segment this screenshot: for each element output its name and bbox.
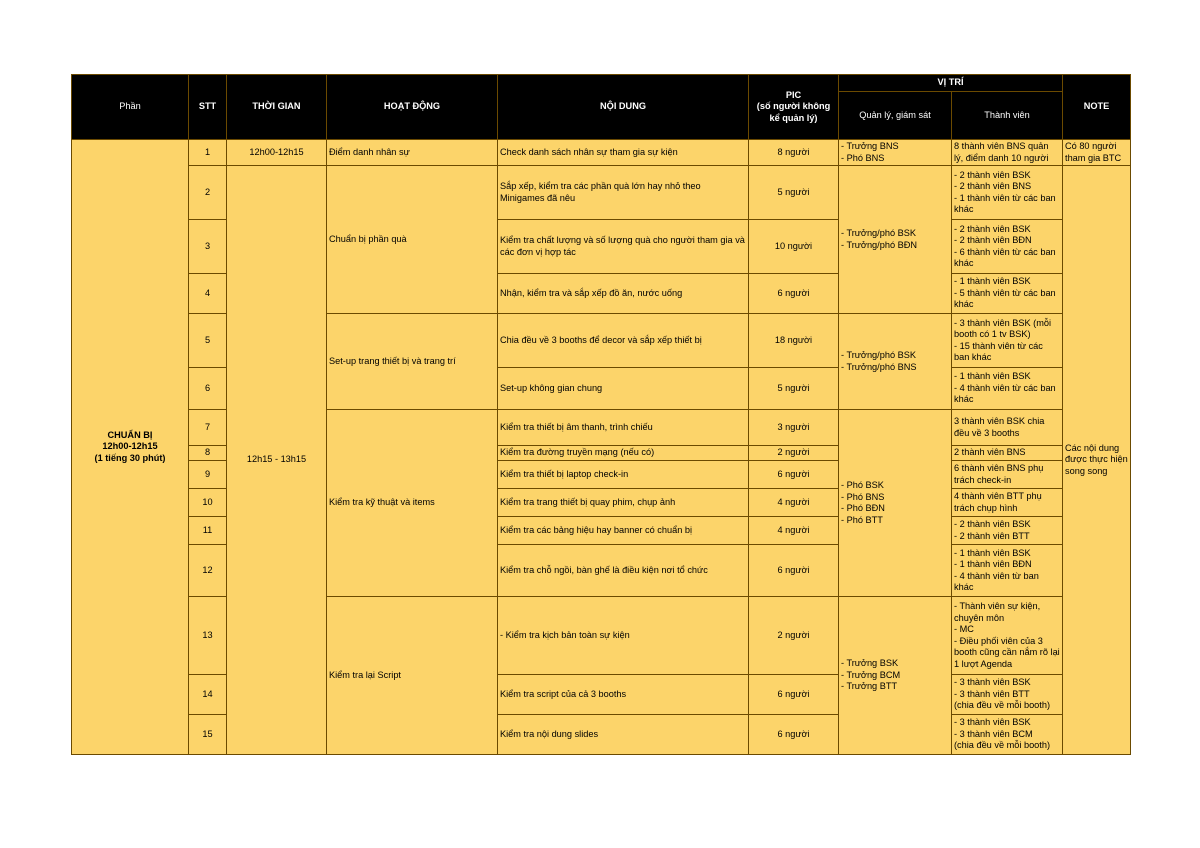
content-cell: Kiểm tra nội dung slides <box>498 715 749 755</box>
pic-cell: 6 người <box>749 461 839 489</box>
member-cell: 4 thành viên BTT phụ trách chụp hình <box>952 489 1063 517</box>
pic-cell: 4 người <box>749 517 839 545</box>
member-cell: - 2 thành viên BSK - 2 thành viên BĐN - 6 thành viên từ các ban khác <box>952 220 1063 274</box>
header-manager: Quản lý, giám sát <box>839 91 952 139</box>
pic-cell: 2 người <box>749 446 839 461</box>
member-cell: - 3 thành viên BSK (mỗi booth có 1 tv BSK) - 15 thành viên từ các ban khác <box>952 314 1063 368</box>
header-activity: HOẠT ĐỘNG <box>327 75 498 140</box>
activity-cell: Kiểm tra kỹ thuật và items <box>327 410 498 597</box>
pic-cell: 6 người <box>749 715 839 755</box>
stt-cell: 1 <box>189 140 227 166</box>
manager-cell: - Trưởng/phó BSK - Trưởng/phó BĐN <box>839 166 952 314</box>
member-cell: - 3 thành viên BSK - 3 thành viên BTT (chia đều về mỗi booth) <box>952 675 1063 715</box>
content-cell: Chia đều về 3 booths để decor và sắp xếp thiết bị <box>498 314 749 368</box>
member-cell: - 3 thành viên BSK - 3 thành viên BCM (chia đều về mỗi booth) <box>952 715 1063 755</box>
activity-cell: Kiểm tra lại Script <box>327 597 498 755</box>
stt-cell: 8 <box>189 446 227 461</box>
manager-cell: - Phó BSK - Phó BNS - Phó BĐN - Phó BTT <box>839 410 952 597</box>
header-content: NỘI DUNG <box>498 75 749 140</box>
member-cell: 3 thành viên BSK chia đều về 3 booths <box>952 410 1063 446</box>
pic-cell: 4 người <box>749 489 839 517</box>
time-cell: 12h15 - 13h15 <box>227 166 327 755</box>
pic-cell: 2 người <box>749 597 839 675</box>
stt-cell: 5 <box>189 314 227 368</box>
content-cell: Kiểm tra trang thiết bị quay phim, chụp ảnh <box>498 489 749 517</box>
stt-cell: 4 <box>189 274 227 314</box>
activity-cell: Điểm danh nhân sự <box>327 140 498 166</box>
stt-cell: 12 <box>189 545 227 597</box>
stt-cell: 14 <box>189 675 227 715</box>
member-cell: - 1 thành viên BSK - 5 thành viên từ các ban khác <box>952 274 1063 314</box>
stt-cell: 9 <box>189 461 227 489</box>
stt-cell: 15 <box>189 715 227 755</box>
content-cell: Kiểm tra script của cả 3 booths <box>498 675 749 715</box>
content-cell: Kiểm tra đường truyền mạng (nếu có) <box>498 446 749 461</box>
stt-cell: 10 <box>189 489 227 517</box>
pic-cell: 18 người <box>749 314 839 368</box>
stt-cell: 13 <box>189 597 227 675</box>
pic-cell: 3 người <box>749 410 839 446</box>
content-cell: Kiểm tra thiết bị âm thanh, trình chiếu <box>498 410 749 446</box>
time-cell: 12h00-12h15 <box>227 140 327 166</box>
pic-cell: 10 người <box>749 220 839 274</box>
stt-cell: 2 <box>189 166 227 220</box>
pic-cell: 6 người <box>749 545 839 597</box>
stt-cell: 3 <box>189 220 227 274</box>
header-member: Thành viên <box>952 91 1063 139</box>
header-position: VỊ TRÍ <box>839 75 1063 92</box>
section-title: CHUẨN BỊ <box>107 429 153 440</box>
content-cell: Kiểm tra chất lượng và số lượng quà cho người tham gia và các đơn vị hợp tác <box>498 220 749 274</box>
header-stt: STT <box>189 75 227 140</box>
member-cell: - 2 thành viên BSK - 2 thành viên BTT <box>952 517 1063 545</box>
content-cell: - Kiểm tra kịch bản toàn sự kiện <box>498 597 749 675</box>
member-cell: 6 thành viên BNS phụ trách check-in <box>952 461 1063 489</box>
content-cell: Sắp xếp, kiểm tra các phần quà lớn hay nhỏ theo Minigames đã nêu <box>498 166 749 220</box>
content-cell: Set-up không gian chung <box>498 368 749 410</box>
member-cell: - 1 thành viên BSK - 1 thành viên BĐN - 4 thành viên từ ban khác <box>952 545 1063 597</box>
content-cell: Kiểm tra các bảng hiệu hay banner có chuẩn bị <box>498 517 749 545</box>
section-duration: (1 tiếng 30 phút) <box>94 452 166 463</box>
member-cell: 8 thành viên BNS quản lý, điểm danh 10 người <box>952 140 1063 166</box>
member-cell: - 1 thành viên BSK - 4 thành viên từ các ban khác <box>952 368 1063 410</box>
note-cell: Có 80 người tham gia BTC <box>1063 140 1131 166</box>
pic-cell: 8 người <box>749 140 839 166</box>
manager-cell: - Trưởng BNS - Phó BNS <box>839 140 952 166</box>
header-phan: Phần <box>72 75 189 140</box>
member-cell: 2 thành viên BNS <box>952 446 1063 461</box>
activity-cell: Set-up trang thiết bị và trang trí <box>327 314 498 410</box>
member-cell: - Thành viên sự kiện, chuyên môn - MC - Điều phối viên của 3 booth cũng cần nắm rõ lại 1 lượt Agenda <box>952 597 1063 675</box>
stt-cell: 11 <box>189 517 227 545</box>
content-cell: Check danh sách nhân sự tham gia sự kiện <box>498 140 749 166</box>
content-cell: Kiểm tra thiết bị laptop check-in <box>498 461 749 489</box>
section-cell <box>72 140 189 755</box>
pic-cell: 6 người <box>749 675 839 715</box>
stt-cell: 6 <box>189 368 227 410</box>
pic-cell: 5 người <box>749 166 839 220</box>
header-note: NOTE <box>1063 75 1131 140</box>
member-cell: - 2 thành viên BSK - 2 thành viên BNS - 1 thành viên từ các ban khác <box>952 166 1063 220</box>
content-cell: Kiểm tra chỗ ngồi, bàn ghế là điều kiện nơi tổ chức <box>498 545 749 597</box>
section-time: 12h00-12h15 <box>102 441 158 452</box>
pic-cell: 5 người <box>749 368 839 410</box>
activity-cell: Chuẩn bị phần quà <box>327 166 498 314</box>
schedule-table <box>71 74 1131 755</box>
header-pic: PIC (số người không kể quản lý) <box>749 75 839 140</box>
content-cell: Nhận, kiểm tra và sắp xếp đồ ăn, nước uống <box>498 274 749 314</box>
note-cell: Các nội dung được thực hiện song song <box>1063 166 1131 755</box>
manager-cell: - Trưởng/phó BSK - Trưởng/phó BNS <box>839 314 952 410</box>
manager-cell: - Trưởng BSK - Trưởng BCM - Trưởng BTT <box>839 597 952 755</box>
pic-cell: 6 người <box>749 274 839 314</box>
header-time: THỜI GIAN <box>227 75 327 140</box>
stt-cell: 7 <box>189 410 227 446</box>
